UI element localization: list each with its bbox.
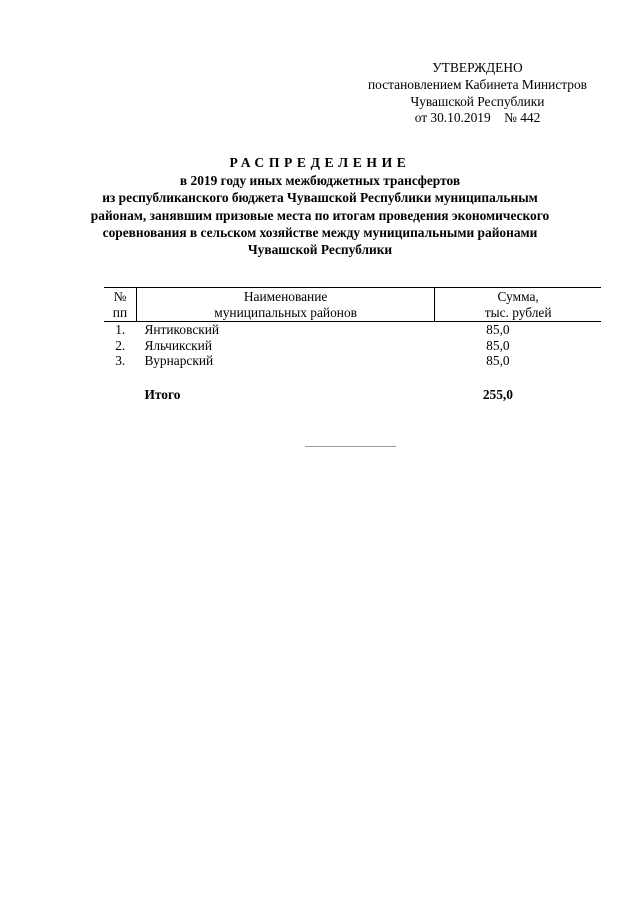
- heading-line-4: соревнования в сельском хозяйстве между муниципальными районами: [102, 224, 538, 240]
- end-divider: [305, 446, 396, 447]
- heading-line-3: районам, занявшим призовые места по итогам проведения экономического: [90, 207, 550, 223]
- approval-date-number: от 30.10.2019 № 442: [414, 110, 541, 126]
- spacer-row: [104, 369, 601, 387]
- header-name-line-2: муниципальных районов: [214, 304, 357, 320]
- header-number-line-2: пп: [112, 304, 128, 320]
- document-title: РАСПРЕДЕЛЕНИЕ: [229, 155, 411, 170]
- row-district: Вурнарский: [144, 353, 214, 369]
- heading-line-1: в 2019 году иных межбюджетных трансфертов: [179, 173, 461, 189]
- approval-stamp: [345, 60, 610, 127]
- header-sum: [435, 288, 601, 322]
- distribution-table: [104, 287, 601, 403]
- heading-line-2: из республиканского бюджета Чувашской Республики муниципальным: [102, 190, 538, 206]
- approval-authority: постановлением Кабинета Министров: [368, 76, 587, 92]
- row-number: 2.: [115, 337, 126, 353]
- total-sum: 255,0: [482, 386, 513, 402]
- header-number-line-1: №: [113, 289, 127, 304]
- header-name-line-1: Наименование: [243, 289, 328, 304]
- header-sum-line-1: Сумма,: [497, 289, 539, 304]
- heading-line-5: Чувашской Республики: [247, 242, 393, 258]
- document-heading: [60, 154, 580, 258]
- total-row: [104, 387, 601, 403]
- header-number: [104, 288, 136, 322]
- row-sum: 85,0: [486, 337, 510, 353]
- table-row: [104, 338, 601, 354]
- table-row: [104, 353, 601, 369]
- table-header-row: [104, 288, 601, 322]
- row-sum: 85,0: [486, 322, 510, 338]
- row-sum: 85,0: [486, 353, 510, 369]
- approval-title: УТВЕРЖДЕНО: [432, 60, 523, 75]
- approval-republic: Чувашской Республики: [410, 93, 545, 109]
- table-row: [104, 322, 601, 338]
- header-sum-line-2: тыс. рублей: [484, 304, 552, 320]
- row-district: Яльчикский: [144, 337, 212, 353]
- total-label: Итого: [144, 386, 181, 402]
- row-number: 3.: [115, 353, 126, 369]
- row-district: Янтиковский: [144, 322, 220, 338]
- row-number: 1.: [115, 322, 126, 338]
- header-name: [136, 288, 434, 322]
